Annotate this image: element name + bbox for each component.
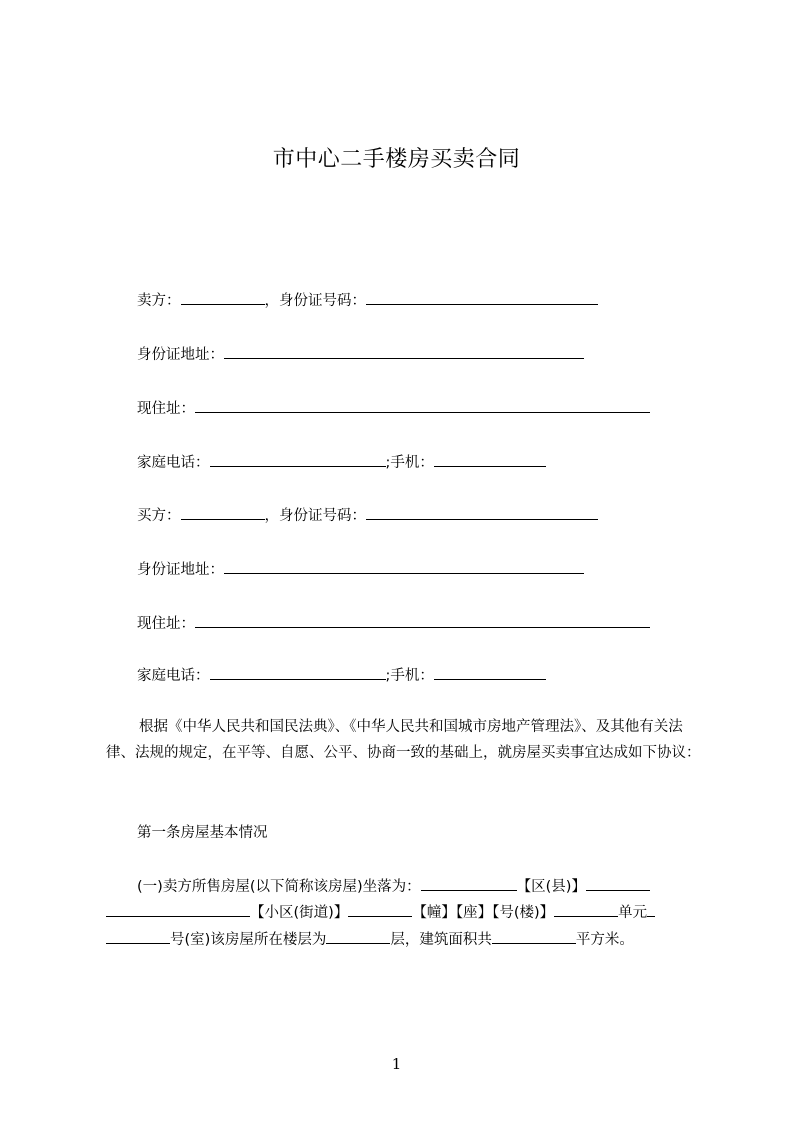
district-blank[interactable] — [586, 876, 650, 891]
buyer-label: 买方： — [137, 508, 181, 524]
buyer-id-address-blank[interactable] — [224, 559, 584, 574]
room-label: 号(室)该房屋所在楼层为 — [170, 932, 327, 948]
buyer-home-phone-blank[interactable] — [210, 665, 386, 680]
seller-current-address-label: 现住址： — [137, 401, 195, 417]
floor-blank[interactable] — [326, 929, 390, 944]
preamble-text: 根据《中华人民共和国民法典》、《中华人民共和国城市房地产管理法》、及其他有关法律、法规的规定，在平等、自愿、公平、协商一致的基础上，就房屋买卖事宜达成如下协议： — [106, 719, 701, 761]
seller-name-blank[interactable] — [181, 290, 265, 305]
floor-label: 层，建筑面积共 — [390, 932, 492, 948]
preamble-paragraph — [106, 714, 702, 766]
clause1-row3 — [106, 929, 634, 951]
buyer-id-blank[interactable] — [366, 505, 598, 520]
seller-mobile-blank[interactable] — [434, 452, 546, 467]
buyer-id-address-line — [137, 559, 584, 581]
seller-current-address-line — [137, 398, 650, 420]
seller-line — [137, 290, 598, 312]
buyer-mobile-blank[interactable] — [434, 665, 546, 680]
building-blank[interactable] — [348, 902, 412, 917]
buyer-phone-line — [137, 665, 546, 687]
buyer-current-address-label: 现住址： — [137, 616, 195, 632]
buyer-line — [137, 505, 598, 527]
seller-id-address-line — [137, 344, 584, 366]
seller-current-address-blank[interactable] — [195, 398, 650, 413]
seller-label: 卖方： — [137, 293, 181, 309]
seller-id-address-label: 身份证地址： — [137, 347, 224, 363]
community-label: 【小区(街道)】 — [250, 905, 349, 921]
seller-id-address-blank[interactable] — [224, 344, 584, 359]
area-unit-label: 平方米。 — [575, 932, 634, 948]
clause1-row2 — [106, 902, 655, 924]
buyer-id-label: ，身份证号码： — [264, 508, 366, 524]
clause1-location-label: (一)卖方所售房屋(以下简称该房屋)坐落为： — [137, 879, 421, 895]
location-blank[interactable] — [421, 876, 517, 891]
page-number: 1 — [391, 1055, 402, 1073]
buyer-mobile-label: ;手机： — [385, 668, 434, 684]
room-blank[interactable] — [106, 929, 170, 944]
buyer-id-address-label: 身份证地址： — [137, 562, 224, 578]
buyer-name-blank[interactable] — [181, 505, 265, 520]
seller-mobile-label: ;手机： — [385, 455, 434, 471]
buyer-home-phone-label: 家庭电话： — [137, 668, 210, 684]
buyer-current-address-line — [137, 613, 650, 635]
seller-id-blank[interactable] — [366, 290, 598, 305]
community-blank[interactable] — [106, 902, 250, 917]
unit-trailing-blank[interactable] — [647, 902, 655, 917]
district-label: 【区(县)】 — [516, 879, 586, 895]
clause1-row1 — [137, 876, 650, 898]
seller-phone-line — [137, 452, 546, 474]
building-label: 【幢】【座】【号(楼)】 — [412, 905, 555, 921]
document-title: 市中心二手楼房买卖合同 — [272, 147, 521, 172]
seller-home-phone-blank[interactable] — [210, 452, 386, 467]
seller-home-phone-label: 家庭电话： — [137, 455, 210, 471]
unit-blank[interactable] — [554, 902, 618, 917]
area-blank[interactable] — [492, 929, 576, 944]
seller-id-label: ，身份证号码： — [264, 293, 366, 309]
unit-label: 单元 — [618, 905, 648, 921]
buyer-current-address-blank[interactable] — [195, 613, 650, 628]
article1-heading: 第一条房屋基本情况 — [137, 825, 268, 841]
